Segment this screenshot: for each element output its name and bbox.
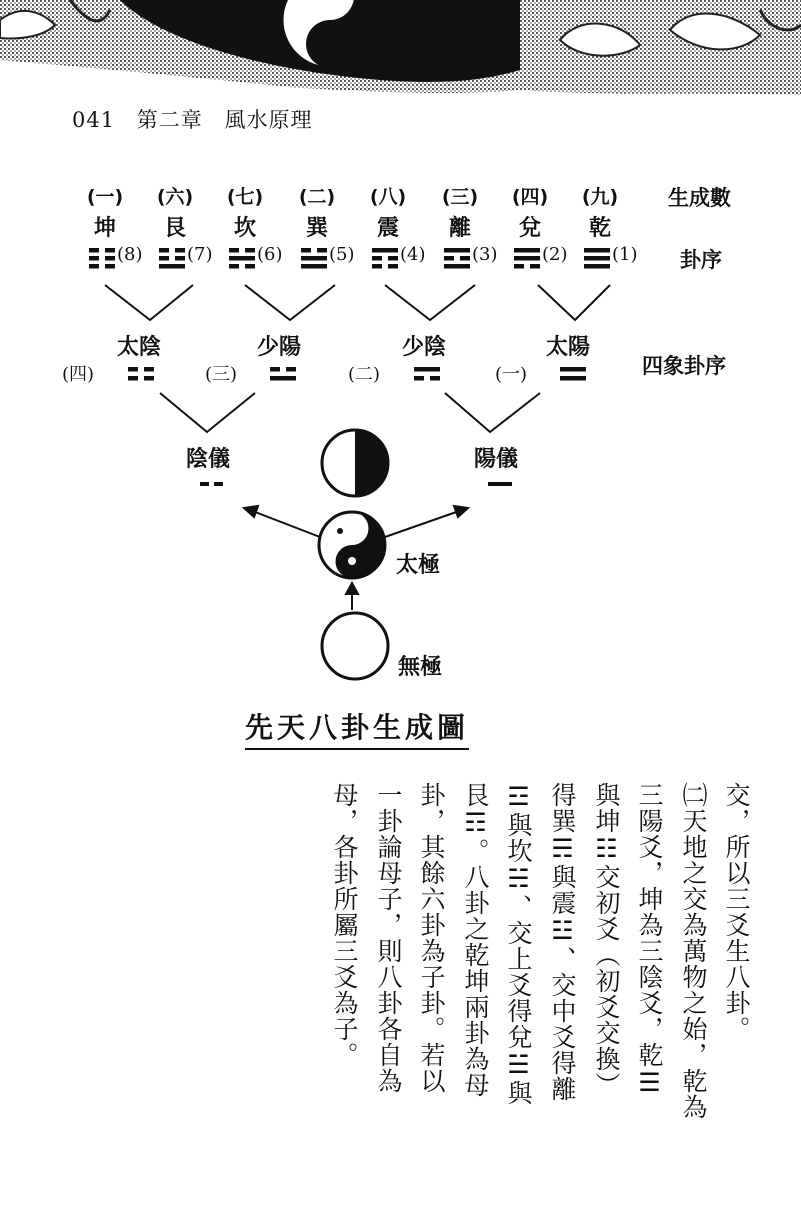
yin-line [159,248,169,253]
trigram-sequence: (2) [542,244,568,265]
four-image-symbol [414,367,440,381]
trigram-name: 兌 [518,216,541,241]
yin-line [128,367,138,372]
trigram-name: 艮 [163,216,186,241]
cheng-shu-label: 生成數 [668,186,731,210]
yang-line [301,256,327,261]
yin-line [286,367,296,372]
four-image-symbol [270,367,296,381]
yang-line [444,248,470,253]
trigram-name: 坎 [233,216,256,241]
yin-line [301,248,311,253]
yin-line [388,264,398,269]
yin-line [175,248,185,253]
text-column: 三陽爻，坤為三陰爻，乾☰ [635,782,664,1098]
text-column: 得巽☴與震☳、交中爻得離 [548,782,577,1102]
trigram-order: (六) [156,186,194,208]
yang-line [270,376,296,381]
yin-line [430,376,440,381]
tai-ji-label: 太極 [396,553,441,578]
four-image-name: 少陽 [257,335,302,360]
yin-line [144,376,154,381]
four-image-order: (二) [348,364,381,385]
text-column: 母，各卦所屬三爻為子。 [330,782,359,1068]
si-xiang-label: 四象卦序 [642,354,726,378]
yin-line [414,376,424,381]
chapter-title: 風水原理 [224,108,313,132]
yin-yi-symbol [200,482,223,486]
taiji-icon [319,512,385,578]
four-image-order: (四) [62,364,95,385]
trigram-symbol [159,248,185,269]
four-image-order: (三) [205,364,238,385]
text-column: 交，所以三爻生八卦。 [722,782,751,1042]
text-column: ㈡天地之交為萬物之始，乾為 [679,782,708,1120]
yin-line [372,256,382,261]
trigram-sequence: (3) [472,244,498,265]
yin-line [270,367,280,372]
yin-line [89,264,99,269]
yin-line [144,367,154,372]
yang-line [584,248,610,253]
trigram-sequence: (4) [400,244,426,265]
trigram-sequence: (1) [612,244,638,265]
text-column: 卦，其餘六卦為子卦。若以 [417,782,446,1094]
yang-yi-symbol [488,482,512,486]
yang-line [444,264,470,269]
yin-line [444,256,454,261]
chapter-number: 第二章 [136,108,203,132]
yin-line [89,256,99,261]
yin-yi-label: 陰儀 [186,447,231,472]
trigram-symbol [584,248,610,269]
yang-line [372,248,398,253]
four-image-symbol [128,367,154,381]
text-column: 一卦論母子，則八卦各自為 [374,782,403,1094]
yang-line [414,367,440,372]
yin-line [159,256,169,261]
trigram-name: 乾 [588,216,611,241]
yin-line [530,264,540,269]
wuji-circle-icon [322,613,388,679]
trigram-order: (二) [298,186,336,208]
yin-line [514,264,524,269]
yang-line [301,264,327,269]
four-image-symbol [560,367,586,381]
yang-line [159,264,185,269]
page-number: 041 [72,108,116,132]
yin-line [245,264,255,269]
trigram-order: (八) [369,186,407,208]
figure-caption: 先天八卦生成圖 [245,706,469,750]
four-image-name: 太陽 [546,335,591,360]
yin-line [372,264,382,269]
trigram-name: 震 [376,216,399,241]
trigram-order: (一) [86,186,124,208]
trigram-symbol [301,248,327,269]
yin-line [245,248,255,253]
four-image-order: (一) [495,364,528,385]
yang-line [584,256,610,261]
trigram-name: 坤 [93,216,116,241]
text-column: 與坤☷交初爻（初爻交換） [592,782,621,1098]
trigram-name: 離 [448,216,471,241]
yin-line [89,248,99,253]
yang-line [229,256,255,261]
yin-line [229,248,239,253]
yang-line [560,367,586,372]
trigram-order: (七) [226,186,264,208]
yang-line [584,264,610,269]
yin-line [460,256,470,261]
trigram-symbol [229,248,255,269]
trigram-symbol [89,248,115,269]
yang-line [560,376,586,381]
yin-line [317,248,327,253]
trigram-symbol [444,248,470,269]
yang-line [514,256,540,261]
trigram-sequence: (5) [329,244,355,265]
yin-line [105,256,115,261]
trigram-sequence: (6) [257,244,283,265]
yang-line [514,248,540,253]
text-column: ☲與坎☵、交上爻得兌☱與 [504,782,533,1106]
trigram-sequence: (7) [187,244,213,265]
trigram-order: (九) [581,186,619,208]
yin-line [388,256,398,261]
trigram-name: 巽 [305,216,328,241]
yin-line [175,256,185,261]
tree-lines [105,285,610,432]
yin-line [105,248,115,253]
trigram-symbol [514,248,540,269]
wu-ji-label: 無極 [398,655,443,680]
yin-line [229,264,239,269]
trigram-order: (三) [441,186,479,208]
trigram-sequence: (8) [117,244,143,265]
trigram-order: (四) [511,186,549,208]
gua-xu-label: 卦序 [680,248,722,272]
text-column: 艮☶。八卦之乾坤兩卦為母 [461,782,490,1098]
yang-yi-label: 陽儀 [474,447,519,472]
yin-line [128,376,138,381]
four-image-name: 太陰 [117,335,162,360]
four-image-name: 少陰 [402,335,447,360]
yin-yang-half-icon [322,430,388,496]
yin-line [105,264,115,269]
trigram-symbol [372,248,398,269]
